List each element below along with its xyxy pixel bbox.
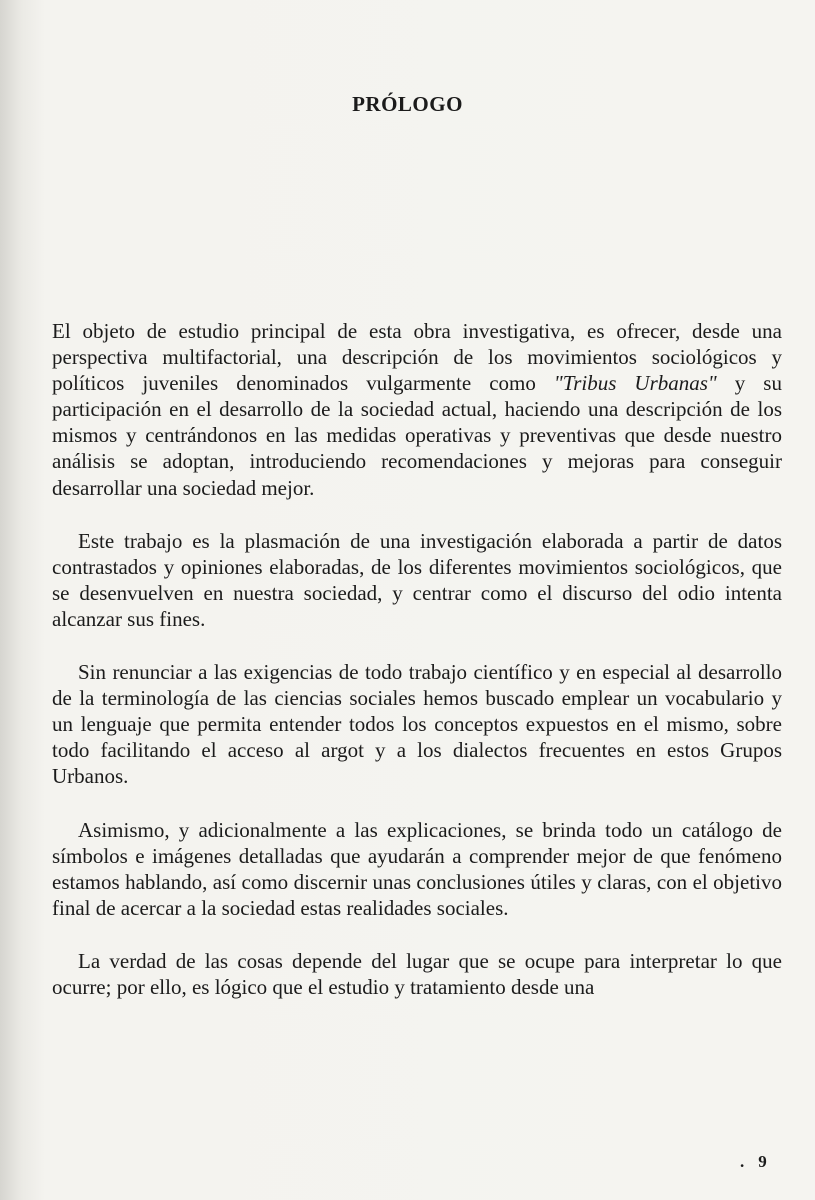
- page-number: [740, 1152, 767, 1172]
- paragraph-1-emphasis: "Tribus Urbanas": [553, 371, 717, 396]
- paragraph-5: La verdad de las cosas depende del lugar que se ocupe para interpretar lo que ocurre; por ello, es lógico que el estudio y tratamiento desde una: [52, 948, 782, 999]
- paragraph-1-text-end: y su participación en el desarrollo de la sociedad actual, haciendo una descripción de los mismos y centrándonos en las medidas operativas y preventivas que desde nuestro análisis se adoptan, introduciendo recomendaciones y mejoras para conseguir desarrollar una sociedad mejor.: [52, 371, 782, 500]
- page-number-dot: .: [740, 1152, 745, 1171]
- paragraph-1-text-start: El objeto de estudio principal de esta obra investigativa, es ofrecer, desde una perspectiva multifactorial, una descripción de los movimientos sociológicos y políticos juveniles denominados vulgarmente como: [52, 319, 782, 396]
- body-text: [52, 318, 782, 1000]
- page-title: PRÓLOGO: [352, 92, 463, 116]
- paragraph-1: [52, 318, 782, 501]
- paragraph-2: Este trabajo es la plasmación de una investigación elaborada a partir de datos contrastados y opiniones elaboradas, de los diferentes movimientos sociológicos, que se desenvuelven en nuestra sociedad, y centrar como el discurso del odio intenta alcanzar sus fines.: [52, 528, 782, 631]
- page-number-value: 9: [758, 1152, 767, 1171]
- paragraph-4: Asimismo, y adicionalmente a las explicaciones, se brinda todo un catálogo de símbolos e imágenes detalladas que ayudarán a comprender mejor de que fenómeno estamos hablando, así como discernir unas conclusiones útiles y claras, con el objetivo final de acercar a la sociedad estas realidades sociales.: [52, 817, 782, 920]
- paragraph-3: Sin renunciar a las exigencias de todo trabajo científico y en especial al desarrollo de la terminología de las ciencias sociales hemos buscado emplear un vocabulario y un lenguaje que permita entender todos los conceptos expuestos en el mismo, sobre todo facilitando el acceso al argot y a los dialectos frecuentes en estos Grupos Urbanos.: [52, 660, 782, 789]
